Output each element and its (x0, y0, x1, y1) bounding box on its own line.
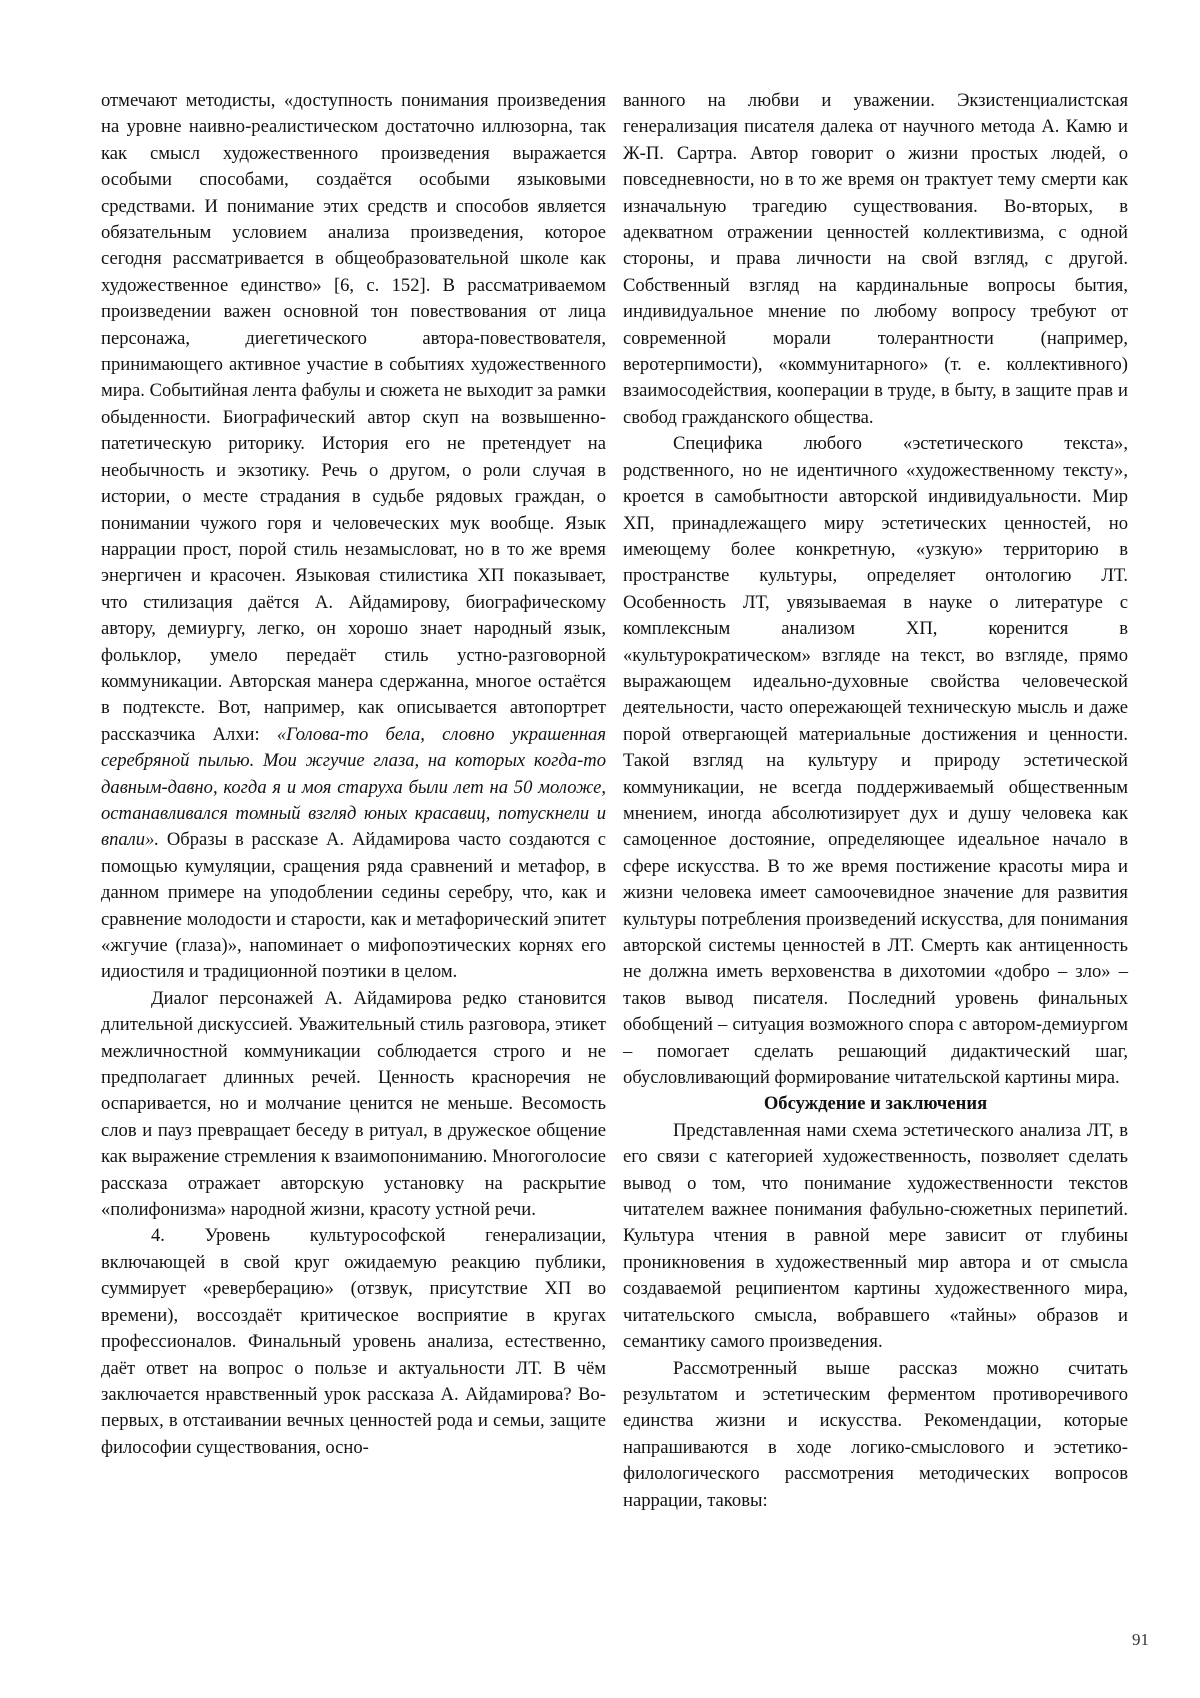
left-paragraph-2: Диалог персонажей А. Айдамирова редко становится длительной дискуссией. Уважительный стиль разговора, этикет межличностной коммуникации соблюдается строго и не предполагает длинных речей. Ценность красноречия не оспаривается, но и молчание ценится не меньше. Весомость слов и пауз превращает беседу в ритуал, в дружеское общение как выражение стремления к взаимопониманию. Многоголосие рассказа отражает авторскую установку на раскрытие «полифонизма» народной жизни, красоту устной речи. (101, 987, 606, 1221)
right-paragraph-1: ванного на любви и уважении. Экзистенциалистская генерализация писателя далека от научного метода А. Камю и Ж-П. Сартра. Автор говорит о жизни простых людей, о повседневности, но в то же время он трактует тему смерти как изначальную трагедию существования. Во-вторых, в адекватном отражении ценностей коллективизма, с одной стороны, и права личности на свой взгляд, с другой. Собственный взгляд на кардинальные вопросы бытия, индивидуальное мнение по любому вопросу требуют от современной морали толерантности (например, веротерпимости), «коммунитарного» (т. е. коллективного) взаимосодействия, кооперации в труде, в быту, в защите прав и свобод гражданского общества. (623, 90, 1128, 428)
section-heading: Обсуждение и заключения (763, 1093, 988, 1115)
right-paragraph-4: Рассмотренный выше рассказ можно считать результатом и эстетическим ферментом противоречивого единства жизни и искусства. Рекомендации, которые напрашиваются в ходе логико-смыслового и эстетико-филологического рассмотрения методических вопросов наррации, таковы: (623, 1357, 1128, 1511)
left-paragraph-1-continuation: Образы в рассказе А. Айдамирова часто создаются с помощью кумуляции, сращения ряда сравнений и метафор, в данном примере на уподоблении седины серебру, что, как и сравнение молодости и старости, как и метафорический эпитет «жгучие (глаза)», напоминает о мифопоэтических корнях его идиостиля и традиционной поэтики в целом. (101, 829, 606, 983)
alkhi-self-portrait-quote: «Голова-то бела, словно украшенная серебряной пылью. Мои жгучие глаза, на которых когда-то давным-давно, когда я и моя старуха были лет на 50 моложе, останавливался томный взгляд юных красавиц, потускнели и впали». (101, 723, 606, 851)
left-paragraph-1 (101, 88, 606, 986)
right-paragraph-2: Специфика любого «эстетического текста», родственного, но не идентичного «художественному тексту», кроется в самобытности авторской индивидуальности. Мир ХП, принадлежащего миру эстетических ценностей, но имеющему более конкретную, «узкую» территорию в пространстве культуры, определяет онтологию ЛТ. Особенность ЛТ, увязываемая в науке о литературе с комплексным анализом ХП, коренится в «культурократическом» взгляде на текст, во взгляде, прямо выражающем идеально-духовные свойства человеческой деятельности, часто опережающей техническую мысль и даже порой отвергающей материальные достижения и ценности. Такой взгляд на культуру и природу эстетической коммуникации, не всегда поддерживаемый общественным мнением, иногда абсолютизирует дух и душу человека как самоценное достояние, определяющее идеальное начало в сфере искусства. В то же время постижение красоты мира и жизни человека имеет самоочевидное значение для развития культуры потребления произведений искусства, для понимания авторской системы ценностей в ЛТ. Смерть как антиценность не должна иметь верховенства в дихотомии «добро – зло» – таков вывод писателя. Последний уровень финальных обобщений – ситуация возможного спора с автором-демиургом – помогает сделать решающий дидактический шаг, обусловливающий формирование читательской картины мира. (623, 433, 1128, 1089)
right-paragraph-3: Представленная нами схема эстетического анализа ЛТ, в его связи с категорией художественность, позволяет сделать вывод о том, что понимание художественности текстов читателем важнее понимания фабульно-сюжетных перипетий. Культура чтения в равной мере зависит от глубины проникновения в художественный мир автора и от смысла создаваемой реципиентом картины художественного мира, читательского смысла, вобравшего «тайны» образов и семантику самого произведения. (623, 1119, 1128, 1353)
page-number: 91 (1132, 1630, 1149, 1649)
left-paragraph-3: 4. Уровень культурософской генерализации, включающей в свой круг ожидаемую реакцию публики, суммирует «реверберацию» (отзвук, присутствие ХП во времени), воссоздаёт критическое восприятие в кругах профессионалов. Финальный уровень анализа, естественно, даёт ответ на вопрос о пользе и актуальности ЛТ. В чём заключается нравственный урок рассказа А. Айдамирова? Во-первых, в отстаивании вечных ценностей рода и семьи, защите философии существования, осно- (101, 1225, 606, 1458)
left-column (101, 88, 606, 1461)
right-column (623, 88, 1128, 1514)
left-paragraph-1-text: отмечают методисты, «доступность понимания произведения на уровне наивно-реалистическом достаточно иллюзорна, так как смысл художественного произведения выражается особыми способами, создаётся особыми языковыми средствами. И понимание этих средств и способов является обязательным условием анализа произведения, которое сегодня рассматривается в общеобразовательной школе как художественное единство» [6, с. 152]. В рассматриваемом произведении важен основной тон повествования от лица персонажа, диегетического автора-повествователя, принимающего активное участие в событиях художественного мира. Событийная лента фабулы и сюжета не выходит за рамки обыденности. Биографический автор скуп на возвышенно-патетическую риторику. История его не претендует на необычность и экзотику. Речь о другом, о роли случая в истории, о месте страдания в судьбе рядовых граждан, о понимании чужого горя и человеческих мук вообще. Язык наррации прост, порой стиль незамысловат, но в то же время энергичен и красочен. Языковая стилистика ХП показывает, что стилизация даётся А. Айдамирову, биографическому автору, демиургу, легко, он хорошо знает народный язык, фольклор, умело передаёт стиль устно-разговорной коммуникации. Авторская манера сдержанна, многое остаётся в подтексте. Вот, например, как описывается автопортрет рассказчика Алхи: (101, 90, 606, 745)
